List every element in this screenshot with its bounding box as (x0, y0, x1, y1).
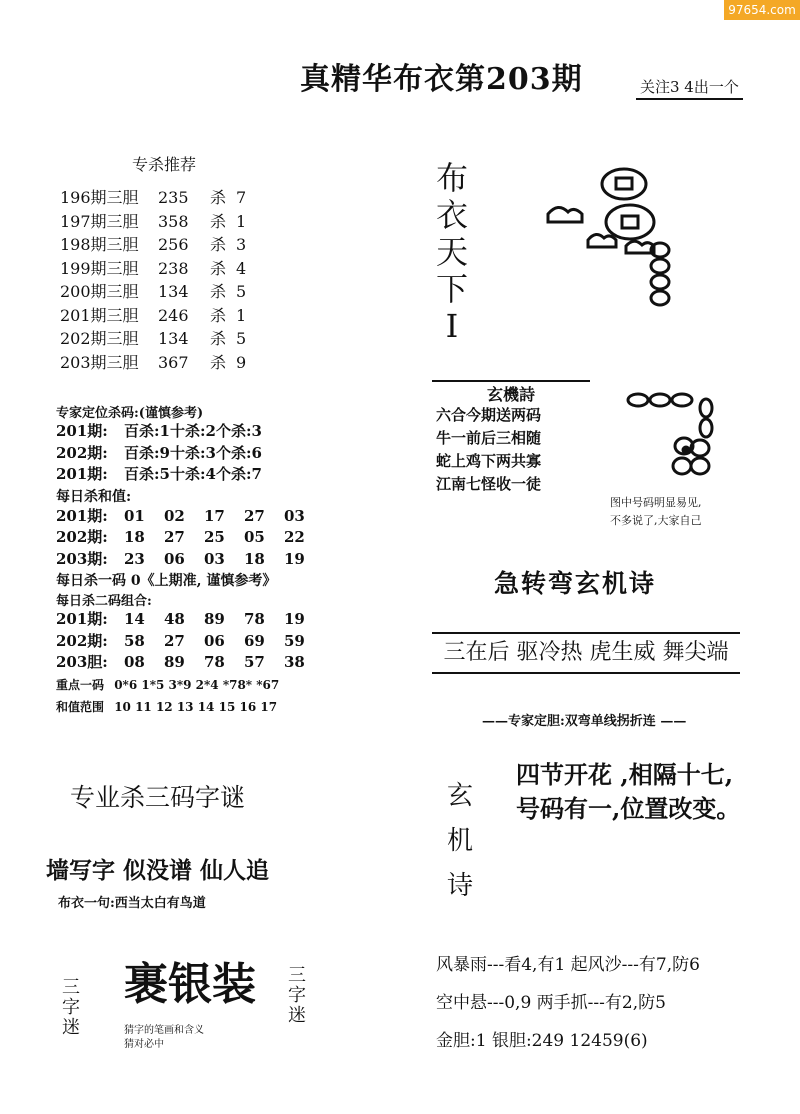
kill-row-dan: 358 (158, 211, 189, 231)
row-number: 03 (284, 506, 305, 525)
row-period: 202期: (56, 443, 108, 462)
kill-row-value: 5 (236, 282, 247, 301)
kill-recommend-list (60, 186, 246, 374)
banner: 三在后 驱冷热 虎生威 舞尖端 (432, 632, 740, 674)
kill-row-label: 杀 (210, 329, 227, 348)
expert-line: ——专家定胆:双弯单线拐折连 —— (482, 714, 687, 729)
row-number: 57 (244, 653, 265, 671)
kill-row-dan: 235 (158, 188, 189, 207)
kill-row-value: 9 (236, 352, 247, 372)
position-kill-block (56, 402, 324, 718)
number-picture (622, 386, 732, 486)
xuan-ji-char: 诗 (446, 871, 473, 901)
xuan-ji-poem-text (516, 758, 740, 826)
kill-row-label: 杀 (210, 235, 227, 254)
riddle-title: 专业杀三码字谜 (70, 783, 246, 812)
xuan-ji-char: 机 (446, 826, 473, 856)
row-number: 02 (164, 506, 185, 525)
kill-row (60, 351, 246, 375)
bu-yi-numeral: I (445, 307, 459, 345)
side-char: 迷 (62, 1017, 80, 1038)
side-char: 三 (288, 965, 306, 986)
row-period: 201期: (56, 610, 108, 628)
row-number: 06 (164, 549, 185, 568)
row-values: 百杀:9十杀:3个杀:6 (124, 443, 262, 462)
xuan-ji-box-poem (436, 404, 586, 496)
bu-yi-sentence: 布衣一句:西当太白有鸟道 (58, 896, 206, 911)
row-number: 59 (284, 631, 305, 650)
kill-row (60, 233, 246, 257)
kill-row-period: 200期三胆 (60, 282, 139, 301)
key-code-label: 重点一码 (56, 677, 105, 692)
kill-row (60, 186, 246, 210)
row-number: 08 (124, 653, 145, 671)
kill-row (60, 304, 246, 328)
kill-row-label: 杀 (210, 352, 227, 372)
row-values: 百杀:1十杀:2个杀:3 (124, 422, 262, 440)
number-row (56, 609, 324, 631)
xuan-ji-poem-vertical (440, 774, 480, 909)
row-period: 202期: (56, 528, 108, 546)
riddle-caption: 猜字的笔画和含义猜对必中 (124, 1025, 204, 1050)
row-number: 17 (204, 506, 225, 525)
row-number: 22 (284, 528, 305, 546)
kill-row-dan: 238 (158, 258, 189, 278)
poem-line: 江南七怪收一徒 (436, 475, 542, 493)
row-number: 27 (164, 631, 185, 650)
row-number: 23 (124, 549, 145, 568)
row-number: 25 (204, 528, 225, 546)
row-number: 06 (204, 631, 225, 650)
bu-yi-char: 天 (435, 233, 468, 271)
kill-row-period: 201期三胆 (60, 305, 139, 325)
row-values: 百杀:5十杀:4个杀:7 (124, 465, 262, 483)
xuan-ji-box-heading: 玄機詩 (432, 380, 590, 405)
number-row (56, 527, 324, 549)
kill-row-value: 7 (236, 188, 247, 207)
position-kill-row (56, 443, 324, 465)
bu-yi-char: 衣 (435, 196, 468, 234)
clue-line: 风暴雨---看4,有1 起风沙---有7,防6 (436, 955, 700, 975)
kill-row-period: 199期三胆 (60, 258, 139, 278)
kill-row-dan: 367 (158, 352, 189, 372)
riddle-side-right (286, 966, 308, 1026)
poem-line: 蛇上鸡下两共寡 (436, 452, 542, 470)
riddle-big-word: 裹银装 (124, 959, 256, 1010)
kill-row-value: 4 (236, 258, 247, 278)
xuan-ji-char: 玄 (446, 781, 473, 811)
row-number: 27 (164, 528, 185, 546)
row-period: 201期: (56, 506, 108, 525)
poem-line: 四节开花 ,相隔十七, (516, 760, 734, 789)
kill-row-value: 1 (236, 211, 247, 231)
kill-recommend-heading: 专杀推荐 (132, 155, 197, 174)
kill-row-period: 202期三胆 (60, 329, 139, 348)
kill-row-label: 杀 (210, 258, 227, 278)
kill-row-period: 197期三胆 (60, 211, 139, 231)
row-number: 89 (204, 610, 225, 628)
row-number: 38 (284, 653, 305, 671)
daily-sum-heading: 每日杀和值: (56, 488, 132, 505)
riddle-side-left (60, 978, 82, 1038)
caption-line: 不多说了,大家自己 (610, 514, 702, 527)
row-number: 18 (244, 549, 265, 568)
kill-row-period: 196期三胆 (60, 188, 139, 207)
row-number: 19 (284, 610, 305, 628)
side-char: 迷 (288, 1005, 306, 1026)
riddle-three-words: 墙写字 似没谱 仙人追 (46, 857, 270, 884)
key-code-row (56, 674, 324, 696)
watermark: 97654.com (724, 0, 800, 20)
kill-row-label: 杀 (210, 282, 227, 301)
number-row (56, 631, 324, 653)
row-number: 69 (244, 631, 265, 650)
key-code-values: 0*6 1*5 3*9 2*4 *78* *67 (114, 677, 280, 692)
row-number: 05 (244, 528, 265, 546)
position-kill-row (56, 421, 324, 443)
side-char: 字 (62, 997, 80, 1018)
kill-row-label: 杀 (210, 305, 227, 325)
row-number: 14 (124, 610, 145, 628)
coins-ingots-picture (540, 160, 690, 320)
row-period: 201期: (56, 465, 108, 483)
bu-yi-tian-xia (432, 160, 472, 345)
chase-title: 急转弯玄机诗 (494, 569, 657, 598)
row-period: 203期: (56, 549, 108, 568)
row-number: 27 (244, 506, 265, 525)
kill-row (60, 210, 246, 234)
kill-row-dan: 256 (158, 235, 189, 254)
position-kill-heading: 专家定位杀码:(谨慎参考) (56, 406, 204, 421)
bu-yi-char: 布 (435, 159, 468, 197)
caption-line: 图中号码明显易见, (610, 496, 702, 509)
sum-range-values: 10 11 12 13 14 15 16 17 (114, 699, 278, 714)
number-row (56, 549, 324, 571)
row-number: 78 (204, 653, 225, 671)
page-title: 真精华布衣第203期 (300, 62, 583, 97)
sum-range-label: 和值范围 (56, 699, 105, 714)
sum-range-row (56, 696, 324, 718)
row-number: 18 (124, 528, 145, 546)
kill-row-label: 杀 (210, 188, 227, 207)
kill-row-label: 杀 (210, 211, 227, 231)
poem-line: 号码有一,位置改变。 (516, 794, 741, 823)
kill-row-period: 198期三胆 (60, 235, 139, 254)
position-kill-row (56, 464, 324, 486)
kill-row-period: 203期三胆 (60, 352, 139, 372)
row-number: 58 (124, 631, 145, 650)
kill-row-value: 5 (236, 329, 247, 348)
row-number: 78 (244, 610, 265, 628)
daily-pair-heading: 每日杀二码组合: (56, 594, 152, 609)
row-number: 03 (204, 549, 225, 568)
bu-yi-char: 下 (435, 270, 468, 308)
row-period: 202期: (56, 631, 108, 650)
number-row (56, 506, 324, 528)
side-char: 字 (288, 985, 306, 1006)
focus-note: 关注3 4出一个 (636, 76, 743, 100)
kill-row (60, 327, 246, 351)
row-period: 201期: (56, 422, 108, 440)
kill-row-dan: 246 (158, 305, 189, 325)
row-period: 203胆: (56, 653, 108, 671)
kill-row (60, 257, 246, 281)
row-number: 89 (164, 653, 185, 671)
kill-row-value: 3 (236, 235, 247, 254)
row-number: 01 (124, 506, 145, 525)
clue-line: 金胆:1 银胆:249 12459(6) (436, 1031, 648, 1051)
kill-row-dan: 134 (158, 282, 189, 301)
row-number: 48 (164, 610, 185, 628)
kill-row (60, 280, 246, 304)
row-number: 19 (284, 549, 305, 568)
poem-line: 牛一前后三相随 (436, 429, 542, 447)
kill-row-dan: 134 (158, 329, 189, 348)
daily-kill-one: 每日杀一码 0《上期准, 谨慎参考》 (56, 573, 277, 589)
kill-row-value: 1 (236, 305, 247, 325)
number-picture-caption (610, 494, 702, 530)
clue-line: 空中悬---0,9 两手抓---有2,防5 (436, 993, 666, 1013)
side-char: 三 (62, 977, 80, 998)
number-row (56, 652, 324, 674)
poem-line: 六合今期送两码 (436, 406, 542, 424)
